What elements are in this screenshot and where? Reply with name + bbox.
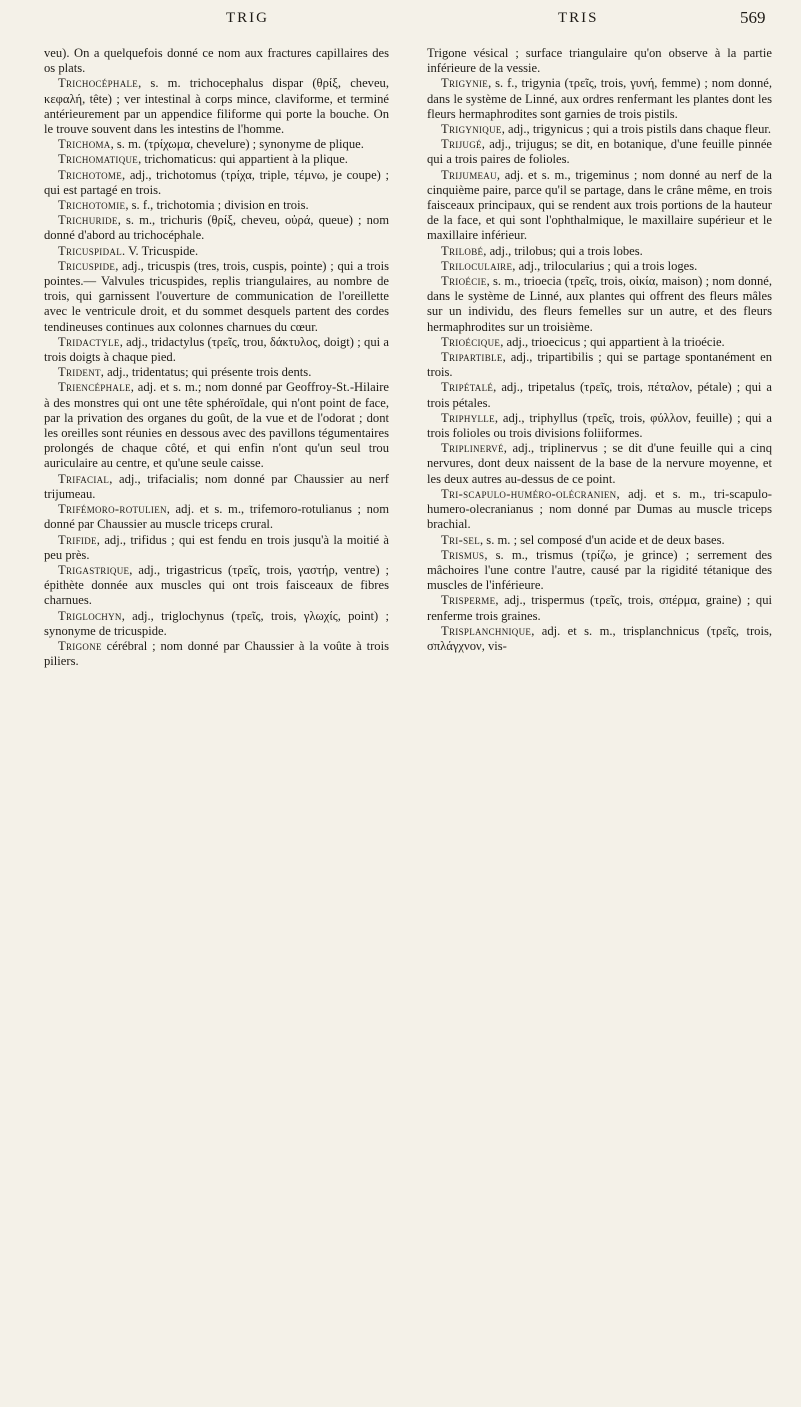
dictionary-entry <box>44 533 389 563</box>
entry-headword: Trisperme <box>441 593 496 608</box>
dictionary-entry <box>427 244 772 259</box>
dictionary-entry <box>427 335 772 350</box>
entry-definition: cérébral ; nom donné par Chaussier à la voûte à trois piliers. <box>44 638 389 669</box>
entry-headword: Tri-sel <box>441 532 480 547</box>
entry-headword: Trichotomie <box>58 198 126 213</box>
entry-headword: Trijumeau <box>441 167 497 182</box>
dictionary-entry <box>44 198 389 213</box>
entry-definition: , adj. et s. m., trigeminus ; nom donné au nerf de la cinquième paire, parce qu'il se partage, dans le crâne même, en trois faisceaux principaux, qui se rendent aux trois portions de la hauteur de la face, et qui sont l'ophthalmique, le maxillaire supérieur et le maxillaire inférieur. <box>427 167 772 243</box>
entry-headword: Trilobé <box>441 243 484 258</box>
entry-headword: Trigynie <box>441 76 489 91</box>
entry-headword: Trioécie <box>441 274 487 289</box>
entry-headword: Trifémoro-rotulien <box>58 502 167 517</box>
right-running-head: TRIS <box>558 10 599 26</box>
dictionary-entry <box>427 533 772 548</box>
running-header <box>0 6 801 34</box>
entry-definition: , adj., tricuspis (tres, trois, cuspis, pointe) ; qui a trois pointes.— Valvules tricuspides, replis triangulaires, au nombre de trois, qui garnissent l'ouverture de communication de l'oreillette avec le ventricule droit, et du sommet desquels partent des cordes tendineuses continues aux colonnes charnues du cœur. <box>44 258 389 334</box>
dictionary-entry <box>427 274 772 335</box>
entry-headword: Tridactyle <box>58 334 120 349</box>
entry-definition: , adj., tripartibilis ; qui se partage spontanément en trois. <box>427 350 772 380</box>
dictionary-entry <box>44 46 389 76</box>
dictionary-entry <box>44 639 389 669</box>
entry-definition: , adj., tridentatus; qui présente trois dents. <box>100 365 312 380</box>
dictionary-entry <box>427 441 772 487</box>
entry-definition: , adj. et s. m., tri-scapulo-humero-olecranianus ; nom donné par Dumas au muscle triceps brachial. <box>427 486 772 532</box>
dictionary-entry <box>44 502 389 532</box>
entry-definition: , adj., trispermus (τρεῖς, trois, σπέρμα, graine) ; qui renferme trois graines. <box>427 593 772 623</box>
entry-headword: Trichotome <box>58 167 123 182</box>
entry-definition: , s. m. (τρίχωμα, chevelure) ; synonyme de plique. <box>110 137 364 152</box>
dictionary-entry <box>44 137 389 152</box>
entry-headword: Trident <box>58 365 101 380</box>
dictionary-entry <box>44 335 389 365</box>
entry-definition: , adj. et s. m., trisplanchnicus (τρεῖς, trois, σπλάγχνον, vis- <box>427 623 772 653</box>
entry-definition: , s. m. ; sel composé d'un acide et de deux bases. <box>480 532 725 547</box>
dictionary-entry <box>427 46 772 76</box>
entry-headword: Tripétalé <box>441 380 494 395</box>
entry-definition: , s. m., trichuris (θρίξ, cheveu, οὐρά, queue) ; nom donné d'abord au trichocéphale. <box>44 213 389 243</box>
dictionary-entry <box>427 259 772 274</box>
dictionary-entry <box>44 472 389 502</box>
dictionary-entry <box>427 593 772 623</box>
entry-headword: Trisplanchnique <box>441 623 532 638</box>
entry-headword: Triloculaire <box>441 258 513 273</box>
entry-definition: . V. Tricuspide. <box>122 243 199 258</box>
entry-definition: , s. f., trigynia (τρεῖς, trois, γυνή, femme) ; nom donné, dans le système de Linné, aux ordres renfermant les plantes dont les fleurs hermaphrodites sont garnies de trois pistils. <box>427 76 772 121</box>
entry-headword: Trifide <box>58 532 97 547</box>
entry-headword: Trifacial <box>58 471 110 486</box>
entry-headword: Trichoma <box>58 137 111 152</box>
dictionary-entry <box>44 244 389 259</box>
entry-headword: Trichocéphale <box>58 76 139 91</box>
entry-definition: , s. m., trioecia (τρεῖς, trois, οἰκία, maison) ; nom donné, dans le système de Linné, aux plantes qui offrent des fleurs mâles sur un individu, des fleurs femelles sur un autre, et des fleurs hermaphrodites sur un troisième. <box>427 274 772 334</box>
right-column <box>427 46 772 654</box>
dictionary-entry <box>44 365 389 380</box>
entry-definition: , adj. et s. m., trifemoro-rotulianus ; nom donné par Chaussier au muscle triceps crural. <box>44 502 389 532</box>
entry-definition: , adj., tripetalus (τρεῖς, trois, πέταλον, pétale) ; qui a trois pétales. <box>427 380 772 410</box>
entry-definition: , adj., tridactylus (τρεῖς, trou, δάκτυλος, doigt) ; qui a trois doigts à chaque pied. <box>44 334 389 365</box>
left-column <box>44 46 389 669</box>
entry-headword: Trismus <box>441 547 485 562</box>
entry-headword: Trichomatique <box>58 152 139 167</box>
dictionary-entry <box>44 152 389 167</box>
dictionary-entry <box>427 411 772 441</box>
entry-headword: Trigone <box>58 638 102 653</box>
entry-headword: Triglochyn <box>58 608 122 623</box>
entry-definition: , s. f., trichotomia ; division en trois. <box>125 198 309 213</box>
entry-headword: Triencéphale <box>58 380 131 395</box>
dictionary-entry <box>427 168 772 244</box>
dictionary-entry <box>44 259 389 335</box>
entry-definition: , s. m. trichocephalus dispar (θρίξ, cheveu, κεφαλή, tête) ; ver intestinal à corps mince, claviforme, et terminé antérieurement par un appendice filiforme qui porte la bouche. On le trouve souvent dans les intestins de l'homme. <box>44 76 389 137</box>
dictionary-entry <box>427 350 772 380</box>
entry-headword: Trioécique <box>441 334 501 349</box>
entry-definition: , adj., triphyllus (τρεῖς, trois, φύλλον, feuille) ; qui a trois folioles ou trois divisions foliiformes. <box>427 410 772 441</box>
entry-headword: Tricuspidal <box>58 243 122 258</box>
page-number: 569 <box>740 8 766 27</box>
entry-definition: , adj., trigynicus ; qui a trois pistils dans chaque fleur. <box>501 122 772 137</box>
dictionary-entry <box>44 609 389 639</box>
entry-headword: Trigynique <box>441 122 502 137</box>
entry-definition: , s. m., trismus (τρίζω, je grince) ; serrement des mâchoires l'une contre l'autre, causé par la rigidité tétanique des muscles de l'inférieure. <box>427 547 772 593</box>
entry-definition: , adj., trijugus; se dit, en botanique, d'une feuille pinnée qui a trois paires de folioles. <box>427 137 772 167</box>
dictionary-entry <box>44 168 389 198</box>
dictionary-entry <box>427 122 772 137</box>
entry-definition: , adj., trigastricus (τρεῖς, trois, γαστήρ, ventre) ; épithète donnée aux muscles qui ont trois faisceaux de fibres charnues. <box>44 562 389 608</box>
dictionary-entry <box>427 380 772 410</box>
entry-headword: Triphylle <box>441 410 495 425</box>
entry-headword: Tri-scapulo-huméro-olécranien <box>441 486 617 501</box>
dictionary-entry <box>427 624 772 654</box>
left-running-head: TRIG <box>226 10 269 26</box>
entry-definition: Trigone vésical ; surface triangulaire qu'on observe à la partie inférieure de la vessie. <box>427 46 772 76</box>
dictionary-entry <box>427 487 772 533</box>
entry-headword: Triplinervé <box>441 441 504 456</box>
entry-headword: Trijugé <box>441 137 482 152</box>
entry-definition: , adj., triglochynus (τρεῖς, trois, γλωχίς, point) ; synonyme de tricuspide. <box>44 608 389 638</box>
entry-definition: , trichomaticus: qui appartient à la plique. <box>138 152 348 167</box>
dictionary-entry <box>44 380 389 471</box>
entry-headword: Tricuspide <box>58 258 116 273</box>
entry-definition: veu). On a quelquefois donné ce nom aux fractures capillaires des os plats. <box>44 46 389 76</box>
entry-definition: , adj., triplinervus ; se dit d'une feuille qui a cinq nervures, dont deux naissent de la base de la nervure moyenne, et les deux autres au-dessus de ce point. <box>427 441 772 486</box>
entry-definition: , adj., trilobus; qui a trois lobes. <box>483 243 643 258</box>
entry-headword: Tripartible <box>441 350 503 365</box>
entry-headword: Trigastrique <box>58 562 130 577</box>
entry-definition: , adj., trioecicus ; qui appartient à la trioécie. <box>500 334 725 349</box>
entry-definition: , adj., trilocularius ; qui a trois loges. <box>512 258 698 273</box>
dictionary-entry <box>44 563 389 609</box>
dictionary-entry <box>44 76 389 137</box>
dictionary-entry <box>427 76 772 122</box>
entry-definition: , adj. et s. m.; nom donné par Geoffroy-St.-Hilaire à des monstres qui ont une tête sphéroïdale, qui n'ont point de face, par la privation des organes du goût, de la vue et de l'odorat ; dont les oreilles sont réunies en dessous avec des pavillons tégumentaires prolongés de chaque côté, et qui enfin n'ont qu'un seul trou auriculaire au centre, et qu'une seule caisse. <box>44 380 389 471</box>
entry-definition: , adj., trifacialis; nom donné par Chaussier au nerf trijumeau. <box>44 471 389 501</box>
dictionary-entry <box>427 137 772 167</box>
entry-headword: Trichuride <box>58 213 118 228</box>
entry-definition: , adj., trichotomus (τρίχα, triple, τέμνω, je coupe) ; qui est partagé en trois. <box>44 167 389 197</box>
dictionary-entry <box>44 213 389 243</box>
entry-definition: , adj., trifidus ; qui est fendu en trois jusqu'à la moitié à peu près. <box>44 532 389 562</box>
dictionary-entry <box>427 548 772 594</box>
